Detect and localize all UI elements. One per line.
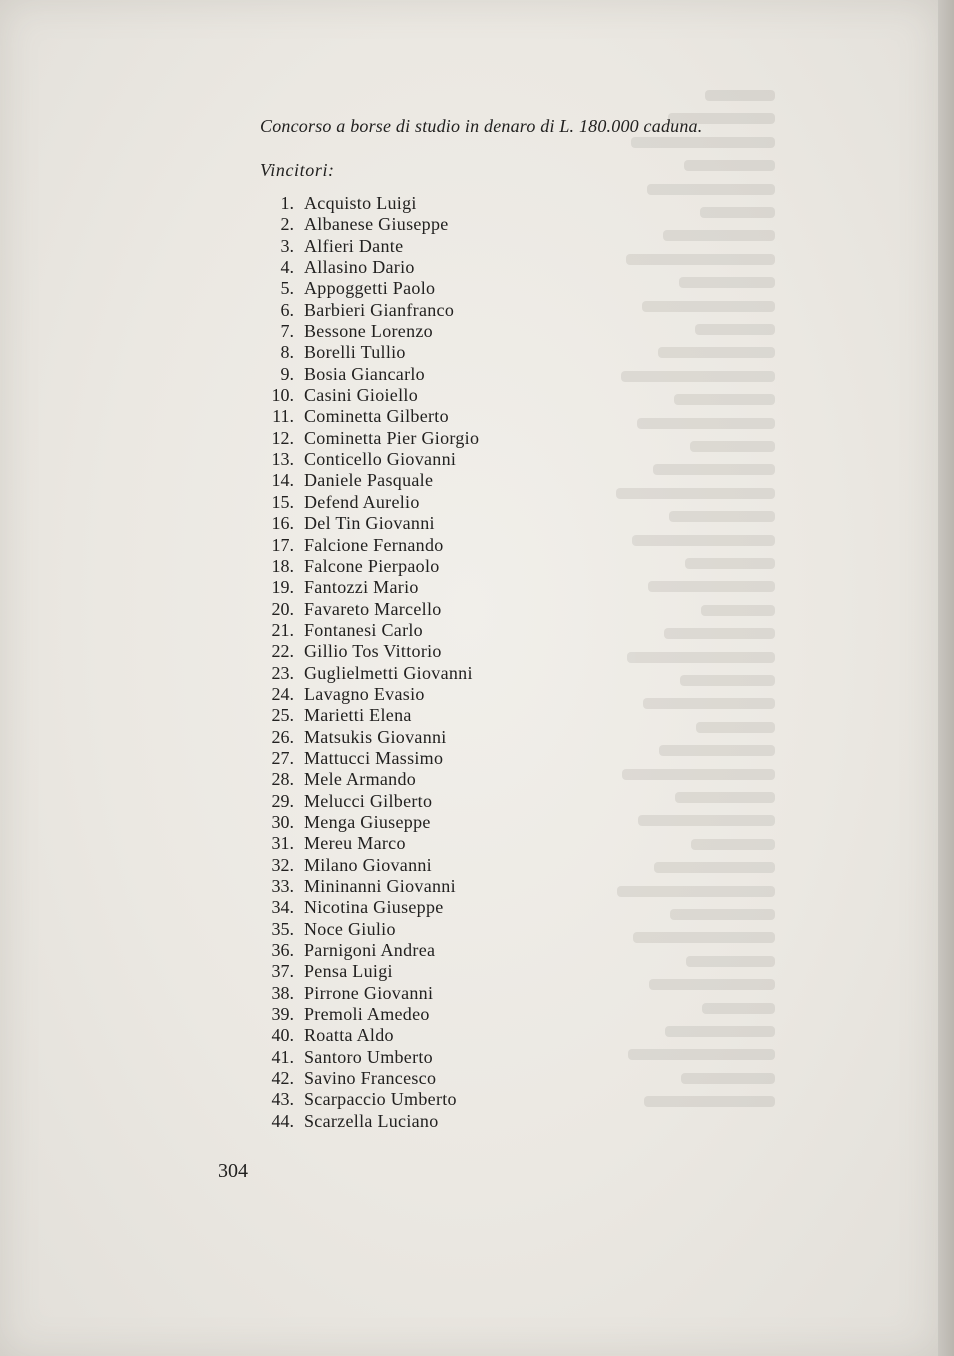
bleed-through-stroke bbox=[632, 535, 775, 546]
list-item bbox=[258, 748, 479, 769]
list-item bbox=[258, 236, 479, 257]
list-item-name: Noce Giulio bbox=[304, 918, 396, 939]
winners-list bbox=[258, 193, 479, 1132]
list-item-number: 16. bbox=[271, 513, 294, 534]
list-item bbox=[258, 470, 479, 491]
list-item-number: 30. bbox=[271, 811, 294, 832]
bleed-through-stroke bbox=[695, 324, 775, 335]
list-item bbox=[258, 406, 479, 427]
bleed-through-stroke bbox=[702, 1003, 775, 1014]
list-item bbox=[258, 513, 479, 534]
bleed-through-stroke bbox=[659, 745, 775, 756]
list-item-name: Marietti Elena bbox=[304, 705, 412, 726]
list-item bbox=[258, 492, 479, 513]
bleed-through-stroke bbox=[663, 230, 775, 241]
list-item-number: 18. bbox=[271, 555, 294, 576]
list-item-name: Mininanni Giovanni bbox=[304, 876, 456, 896]
list-item bbox=[258, 876, 479, 897]
bleed-through-stroke bbox=[680, 675, 775, 686]
bleed-through-stroke bbox=[621, 371, 775, 382]
list-item-number: 36. bbox=[271, 940, 294, 961]
list-item-number: 19. bbox=[271, 577, 294, 598]
list-item-number: 43. bbox=[271, 1089, 294, 1110]
list-item-number: 21. bbox=[271, 619, 294, 640]
list-item-number: 27. bbox=[271, 747, 294, 768]
list-item bbox=[258, 1089, 479, 1110]
list-item-name: Lavagno Evasio bbox=[304, 683, 425, 704]
list-item bbox=[258, 897, 479, 918]
list-item-name: Scarpaccio Umberto bbox=[304, 1089, 457, 1110]
page-heading: Concorso a borse di studio in denaro di L. 180.000 caduna. bbox=[260, 116, 703, 136]
list-item bbox=[258, 983, 479, 1004]
bleed-through-stroke bbox=[674, 394, 775, 405]
bleed-through-stroke bbox=[700, 207, 775, 218]
list-item-name: Defend Aurelio bbox=[304, 491, 420, 512]
list-item-name: Falcione Fernando bbox=[304, 534, 444, 555]
list-item-number: 6. bbox=[280, 299, 294, 320]
list-item-name: Guglielmetti Giovanni bbox=[304, 662, 473, 683]
list-item bbox=[258, 961, 479, 982]
list-item-number: 20. bbox=[271, 598, 294, 619]
list-item-name: Falcone Pierpaolo bbox=[304, 555, 440, 576]
list-item bbox=[258, 1047, 479, 1068]
list-item-name: Mattucci Massimo bbox=[304, 747, 444, 768]
bleed-through-stroke bbox=[626, 254, 775, 265]
list-item-name: Mele Armando bbox=[304, 769, 417, 790]
list-item-number: 11. bbox=[272, 406, 294, 427]
list-item bbox=[258, 278, 479, 299]
bleed-through-stroke bbox=[631, 137, 775, 148]
bleed-through-stroke bbox=[705, 90, 775, 101]
list-item-number: 38. bbox=[271, 982, 294, 1003]
list-item-name: Savino Francesco bbox=[304, 1068, 437, 1089]
list-item-name: Acquisto Luigi bbox=[304, 193, 417, 213]
list-item-name: Nicotina Giuseppe bbox=[304, 897, 444, 918]
list-item-name: Alfieri Dante bbox=[304, 235, 404, 256]
list-item-number: 37. bbox=[271, 961, 294, 982]
list-item bbox=[258, 535, 479, 556]
list-item-name: Premoli Amedeo bbox=[304, 1004, 430, 1025]
list-item bbox=[258, 705, 479, 726]
bleed-through-stroke bbox=[647, 184, 775, 195]
list-item-number: 40. bbox=[271, 1025, 294, 1046]
list-item-number: 17. bbox=[271, 534, 294, 555]
list-item-number: 12. bbox=[271, 427, 294, 448]
list-item-name: Appoggetti Paolo bbox=[304, 278, 436, 299]
list-item-name: Borelli Tullio bbox=[304, 342, 406, 363]
bleed-through-stroke bbox=[642, 301, 775, 312]
list-item-number: 5. bbox=[280, 278, 294, 299]
bleed-through-stroke bbox=[684, 160, 775, 171]
page-edge bbox=[938, 0, 954, 1356]
list-item-number: 39. bbox=[271, 1004, 294, 1025]
list-item-number: 35. bbox=[271, 918, 294, 939]
list-item bbox=[258, 556, 479, 577]
list-item-name: Del Tin Giovanni bbox=[304, 513, 435, 534]
list-item-number: 3. bbox=[280, 235, 294, 256]
list-item bbox=[258, 812, 479, 833]
bleed-through-stroke bbox=[654, 862, 775, 873]
list-item-number: 33. bbox=[271, 876, 294, 896]
list-item-number: 31. bbox=[271, 833, 294, 854]
bleed-through-stroke bbox=[690, 441, 775, 452]
list-item bbox=[258, 1068, 479, 1089]
bleed-through-stroke bbox=[686, 956, 775, 967]
bleed-through-stroke bbox=[638, 815, 775, 826]
list-item bbox=[258, 620, 479, 641]
list-item-name: Bessone Lorenzo bbox=[304, 321, 433, 342]
list-item-number: 23. bbox=[271, 662, 294, 683]
list-item-name: Pensa Luigi bbox=[304, 961, 393, 982]
list-item-name: Daniele Pasquale bbox=[304, 470, 434, 491]
list-item bbox=[258, 364, 479, 385]
list-item bbox=[258, 214, 479, 235]
list-item-number: 25. bbox=[271, 705, 294, 726]
list-item-number: 10. bbox=[271, 385, 294, 406]
list-item-number: 9. bbox=[280, 363, 294, 384]
list-item bbox=[258, 919, 479, 940]
list-item-number: 44. bbox=[271, 1110, 294, 1131]
list-item bbox=[258, 300, 479, 321]
bleed-through-stroke bbox=[691, 839, 775, 850]
bleed-through-stroke bbox=[643, 698, 775, 709]
bleed-through-stroke bbox=[648, 581, 775, 592]
bleed-through-stroke bbox=[617, 886, 775, 897]
list-item-name: Cominetta Gilberto bbox=[304, 406, 449, 427]
bleed-through-stroke bbox=[616, 488, 775, 499]
list-item-name: Cominetta Pier Giorgio bbox=[304, 427, 480, 448]
list-item-name: Fontanesi Carlo bbox=[304, 619, 423, 640]
list-item-number: 2. bbox=[280, 214, 294, 235]
list-item bbox=[258, 1025, 479, 1046]
list-item-name: Favareto Marcello bbox=[304, 598, 442, 619]
list-item bbox=[258, 1004, 479, 1025]
list-item bbox=[258, 1111, 479, 1132]
list-item-number: 4. bbox=[280, 257, 294, 278]
bleed-through-stroke bbox=[644, 1096, 775, 1107]
list-item bbox=[258, 641, 479, 662]
list-item-name: Scarzella Luciano bbox=[304, 1110, 439, 1131]
list-item-number: 15. bbox=[271, 491, 294, 512]
list-item bbox=[258, 599, 479, 620]
bleed-through-stroke bbox=[696, 722, 775, 733]
bleed-through-stroke bbox=[628, 1049, 775, 1060]
bleed-through-stroke bbox=[649, 979, 775, 990]
list-item-number: 8. bbox=[280, 342, 294, 363]
bleed-through-stroke bbox=[664, 628, 775, 639]
bleed-through-stroke bbox=[665, 1026, 775, 1037]
list-item-name: Fantozzi Mario bbox=[304, 577, 419, 598]
list-item-name: Albanese Giuseppe bbox=[304, 214, 449, 235]
list-item-number: 32. bbox=[271, 854, 294, 875]
list-item bbox=[258, 727, 479, 748]
bleed-through-stroke bbox=[675, 792, 775, 803]
list-item-name: Santoro Umberto bbox=[304, 1046, 433, 1067]
bleed-through-stroke bbox=[653, 464, 775, 475]
bleed-through-stroke bbox=[670, 909, 775, 920]
list-item bbox=[258, 428, 479, 449]
list-item-name: Conticello Giovanni bbox=[304, 449, 457, 470]
bleed-through-stroke bbox=[633, 932, 775, 943]
list-item bbox=[258, 940, 479, 961]
bleed-through-stroke bbox=[681, 1073, 775, 1084]
bleed-through-stroke bbox=[669, 511, 775, 522]
list-item-number: 26. bbox=[271, 726, 294, 747]
list-item bbox=[258, 193, 479, 214]
list-item bbox=[258, 321, 479, 342]
page-number: 304 bbox=[218, 1160, 248, 1182]
list-item bbox=[258, 663, 479, 684]
list-item-number: 14. bbox=[271, 470, 294, 491]
list-item-number: 34. bbox=[271, 897, 294, 918]
bleed-through-decoration bbox=[555, 90, 845, 1140]
bleed-through-stroke bbox=[622, 769, 775, 780]
list-item-number: 28. bbox=[271, 769, 294, 790]
bleed-through-stroke bbox=[679, 277, 775, 288]
list-item-number: 7. bbox=[280, 321, 294, 342]
list-item bbox=[258, 769, 479, 790]
list-item-name: Mereu Marco bbox=[304, 833, 406, 854]
list-item-name: Barbieri Gianfranco bbox=[304, 299, 455, 320]
bleed-through-stroke bbox=[627, 652, 775, 663]
list-item-number: 29. bbox=[271, 790, 294, 811]
list-item bbox=[258, 684, 479, 705]
list-item-number: 42. bbox=[271, 1068, 294, 1089]
list-item-name: Matsukis Giovanni bbox=[304, 726, 447, 747]
list-item-name: Melucci Gilberto bbox=[304, 790, 433, 811]
winners-label: Vincitori: bbox=[260, 160, 335, 180]
list-item-number: 22. bbox=[271, 641, 294, 662]
list-item-number: 13. bbox=[271, 449, 294, 470]
list-item bbox=[258, 577, 479, 598]
bleed-through-stroke bbox=[701, 605, 775, 616]
list-item-name: Gillio Tos Vittorio bbox=[304, 641, 442, 662]
list-item bbox=[258, 342, 479, 363]
bleed-through-stroke bbox=[685, 558, 775, 569]
bleed-through-stroke bbox=[637, 418, 775, 429]
list-item-name: Menga Giuseppe bbox=[304, 811, 431, 832]
list-item-name: Parnigoni Andrea bbox=[304, 940, 436, 961]
list-item-name: Milano Giovanni bbox=[304, 854, 432, 875]
list-item-name: Bosia Giancarlo bbox=[304, 363, 425, 384]
list-item-number: 24. bbox=[271, 683, 294, 704]
bleed-through-stroke bbox=[658, 347, 775, 358]
list-item-name: Allasino Dario bbox=[304, 257, 415, 278]
list-item-number: 41. bbox=[271, 1046, 294, 1067]
list-item-name: Roatta Aldo bbox=[304, 1025, 394, 1046]
list-item bbox=[258, 791, 479, 812]
list-item-name: Casini Gioiello bbox=[304, 385, 418, 406]
list-item-number: 1. bbox=[280, 193, 294, 213]
list-item bbox=[258, 257, 479, 278]
list-item-name: Pirrone Giovanni bbox=[304, 982, 434, 1003]
list-item bbox=[258, 385, 479, 406]
list-item bbox=[258, 833, 479, 854]
list-item bbox=[258, 855, 479, 876]
list-item bbox=[258, 449, 479, 470]
